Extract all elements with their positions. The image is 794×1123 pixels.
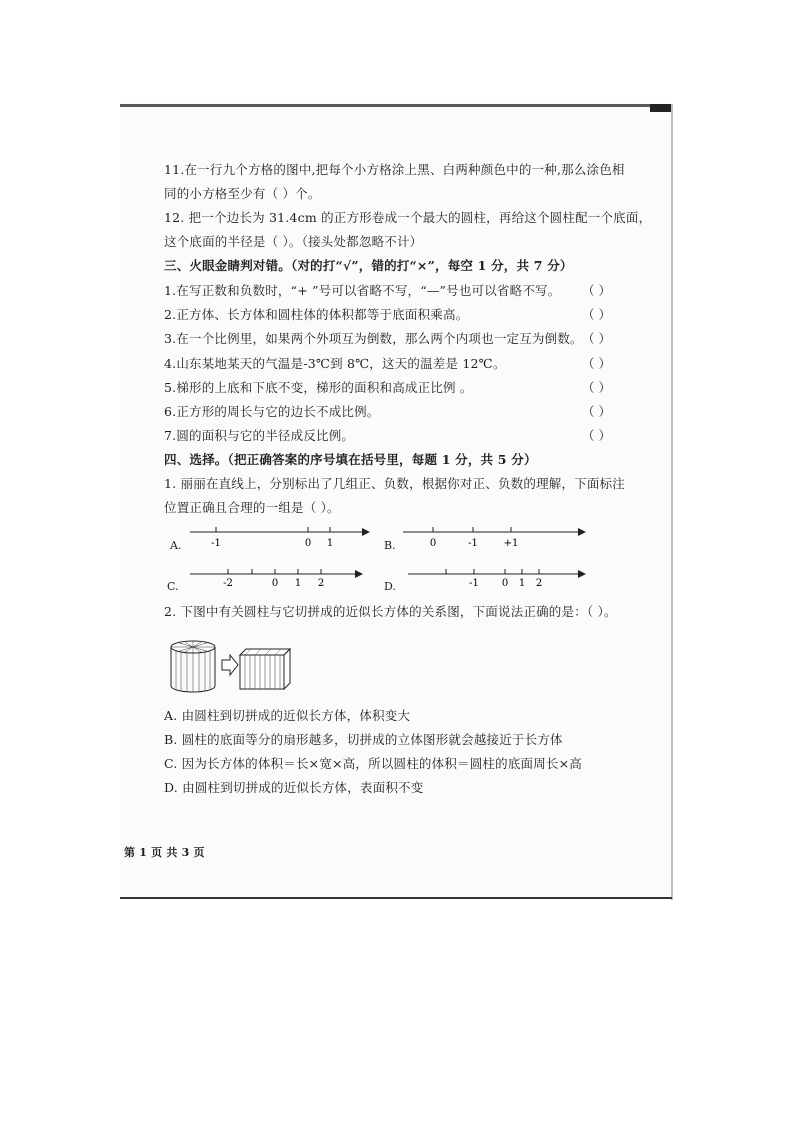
choice-q2-option-b[interactable]: B. 圆柱的底面等分的扇形越多，切拼成的立体图形就会越接近于长方体 — [164, 732, 563, 747]
choice-q2-option-a[interactable]: A. 由圆柱到切拼成的近似长方体，体积变大 — [164, 708, 411, 723]
choice-q2-option-d[interactable]: D. 由圆柱到切拼成的近似长方体，表面积不变 — [164, 780, 424, 795]
line-c-label-4: 2 — [317, 578, 325, 589]
page-footer: 第 1 页 共 3 页 — [124, 846, 205, 859]
section4-title: 四、选择。（把正确答案的序号填在括号里，每题 1 分，共 5 分） — [164, 452, 537, 467]
judge-answer-5[interactable]: （ ） — [582, 380, 611, 395]
choice-q2-option-c[interactable]: C. 因为长方体的体积＝长×宽×高，所以圆柱的体积＝圆柱的底面周长×高 — [164, 756, 582, 771]
judge-answer-1[interactable]: （ ） — [582, 283, 611, 298]
bottom-border — [120, 897, 672, 899]
top-border — [120, 104, 672, 107]
choice-q1-line1: 1. 丽丽在直线上，分别标出了几组正、负数，根据你对正、负数的理解，下面标注 — [164, 476, 626, 491]
judge-answer-7[interactable]: （ ） — [582, 428, 611, 443]
option-c-letter[interactable]: C. — [167, 580, 179, 593]
number-line-a — [190, 524, 370, 554]
top-corner-mark — [650, 104, 672, 112]
q11-line1: 11.在一行九个方格的图中,把每个小方格涂上黑、白两种颜色中的一种,那么涂色相 — [164, 162, 625, 177]
cuboid-figure — [240, 649, 290, 689]
judge-answer-6[interactable]: （ ） — [582, 404, 611, 419]
q12-line1: 12. 把一个边长为 31.4cm 的正方形卷成一个最大的圆柱，再给这个圆柱配一个底面， — [164, 210, 652, 225]
judge-item-3: 3.在一个比例里，如果两个外项互为倒数，那么两个内项也一定互为倒数。 — [164, 331, 583, 346]
number-line-c — [190, 566, 365, 596]
line-a-label-1: -1 — [211, 538, 221, 549]
judge-item-1: 1.在写正数和负数时，“+ ”号可以省略不写，“—”号也可以省略不写。 — [164, 283, 561, 298]
choice-q2-stem: 2. 下图中有关圆柱与它切拼成的近似长方体的关系图，下面说法正确的是：（ ）。 — [164, 604, 617, 619]
judge-item-7: 7.圆的面积与它的半径成反比例。 — [164, 428, 355, 443]
choice-q1-line2: 位置正确且合理的一组是（ ）。 — [164, 500, 340, 515]
line-a-label-2: 0 — [304, 538, 312, 549]
line-b-label-3: +1 — [503, 538, 519, 549]
judge-answer-3[interactable]: （ ） — [582, 331, 611, 346]
cylinder-figure — [171, 641, 215, 692]
number-line-b — [403, 524, 588, 554]
line-d-label-1: -1 — [469, 578, 479, 589]
option-b-letter[interactable]: B. — [384, 539, 396, 552]
q11-line2: 同的小方格至少有（ ）个。 — [164, 186, 321, 201]
option-a-letter[interactable]: A. — [170, 539, 182, 552]
cylinder-to-cuboid-figure — [170, 636, 300, 696]
judge-item-2: 2.正方体、长方体和圆柱体的体积都等于底面积乘高。 — [164, 307, 469, 322]
line-c-label-1: -2 — [223, 578, 233, 589]
judge-item-5: 5.梯形的上底和下底不变，梯形的面积和高成正比例 。 — [164, 380, 473, 395]
section3-title: 三、火眼金睛判对错。（对的打“√”，错的打“×”，每空 1 分，共 7 分） — [164, 258, 573, 273]
number-line-d — [408, 566, 588, 596]
judge-answer-4[interactable]: （ ） — [582, 356, 611, 371]
line-c-label-3: 1 — [294, 578, 302, 589]
line-c-label-2: 0 — [271, 578, 279, 589]
line-d-label-3: 1 — [518, 578, 526, 589]
line-b-label-2: -1 — [468, 538, 478, 549]
line-b-label-1: 0 — [429, 538, 437, 549]
right-border — [671, 104, 673, 900]
judge-answer-2[interactable]: （ ） — [582, 307, 611, 322]
judge-item-4: 4.山东某地某天的气温是-3℃到 8℃，这天的温差是 12℃。 — [164, 356, 506, 371]
line-a-label-3: 1 — [326, 538, 334, 549]
line-d-label-4: 2 — [535, 578, 543, 589]
judge-item-6: 6.正方形的周长与它的边长不成比例。 — [164, 404, 380, 419]
option-d-letter[interactable]: D. — [384, 580, 396, 593]
arrow-icon — [222, 655, 238, 675]
q12-line2: 这个底面的半径是（ ）。（接头处都忽略不计） — [164, 234, 423, 249]
line-d-label-2: 0 — [501, 578, 509, 589]
